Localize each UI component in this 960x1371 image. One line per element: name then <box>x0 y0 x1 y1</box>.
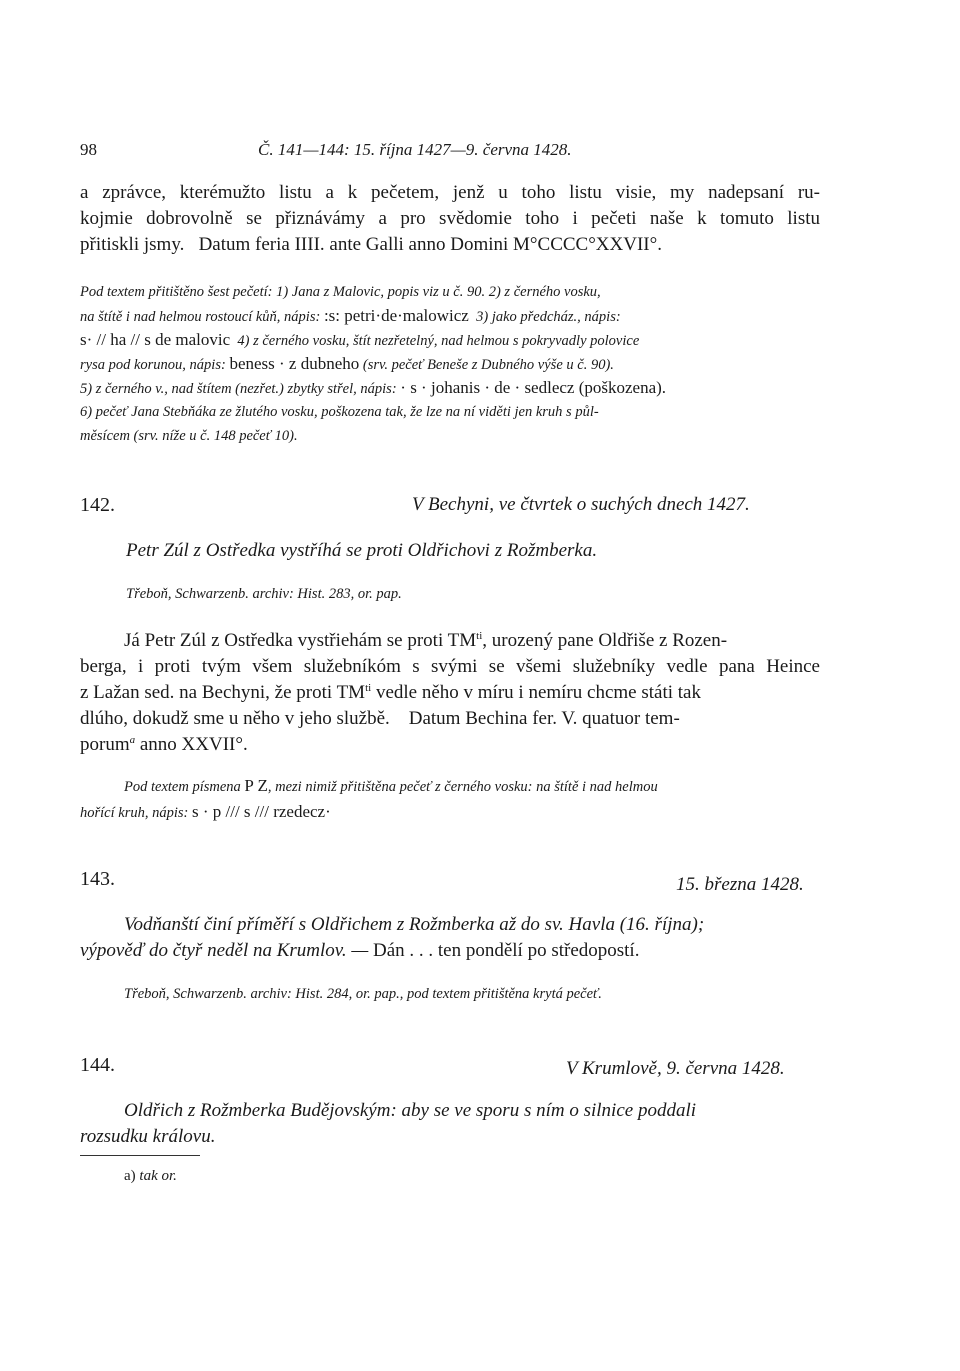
seal-note-line: Pod textem přitištěno šest pečetí: 1) Jana z Malovic, popis viz u č. 90. 2) z černého vosku, <box>80 284 601 300</box>
document-number: 142. <box>80 494 115 516</box>
document-number: 144. <box>80 1054 115 1076</box>
document-text-line: z Lažan sed. na Bechyni, že proti $TM^{ti}$ vedle něho v míru i nemíru chcme státi tak <box>80 682 701 703</box>
seal-note-line: rysa pod korunou, nápis: beness · z dubneho (srv. pečeť Beneše z Dubného výše u č. 90). <box>80 354 614 373</box>
document-summary-line: rozsudku královu. <box>80 1126 216 1147</box>
place-date: V Krumlově, 9. června 1428. <box>566 1058 785 1079</box>
document-text-line: Já Petr Zúl z Ostředka vystřiehám se proti $TM^{ti}$, urozený pane Oldřiše z Rozen- <box>124 630 728 651</box>
document-number: 143. <box>80 868 115 890</box>
seal-note-line: 5) z černého v., nad štítem (nezřet.) zbytky střel, nápis: · s · johanis · de · sedlecz (poškozena). <box>80 378 667 397</box>
place-date: V Bechyni, ve čtvrtek o suchých dnech 1427. <box>412 494 750 515</box>
document-summary-line: výpověď do čtyř neděl na Krumlov. — Dán . . . ten pondělí po středopostí. <box>80 940 640 961</box>
document-text-line: porum$^a$ anno XXVII°. <box>80 734 248 755</box>
seal-note-line: hořící kruh, nápis: s · p /// s /// rzedecz· <box>80 802 331 821</box>
document-summary-line: Oldřich z Rožmberka Budějovským: aby se ve sporu s ním o silnice poddali <box>124 1100 697 1121</box>
document-summary: Petr Zúl z Ostředka vystříhá se proti Oldřichovi z Rožmberka. <box>126 540 598 561</box>
intro-line: kojmie dobrovolně se přiznávámy a pro svědomie toho i pečeti naše k tomuto listu <box>80 208 820 229</box>
place-date: 15. března 1428. <box>676 874 804 895</box>
document-summary-line: Vodňanští činí příměří s Oldřichem z Rožmberka až do sv. Havla (16. října); <box>124 914 705 935</box>
seal-note-line: s· // ha // s de malovic 4) z černého vosku, štít nezřetelný, nad helmou s pokryvadly polovice <box>80 330 640 349</box>
seal-note-line: 6) pečeť Jana Stebňáka ze žlutého vosku, poškozena tak, že lze na ní viděti jen kruh s půl- <box>80 404 599 420</box>
footnote-divider <box>80 1155 200 1156</box>
archive-source: Třeboň, Schwarzenb. archiv: Hist. 283, or. pap. <box>126 586 402 602</box>
seal-note-line: měsícem (srv. níže u č. 148 pečeť 10). <box>80 428 298 444</box>
archive-source: Třeboň, Schwarzenb. archiv: Hist. 284, or. pap., pod textem přitištěna krytá pečeť. <box>124 986 602 1002</box>
page-number: 98 <box>80 140 97 159</box>
seal-note-line: Pod textem písmena P Z, mezi nimiž přitištěna pečeť z černého vosku: na štítě i nad helmou <box>124 776 658 795</box>
footnote: a) tak or. <box>124 1168 177 1184</box>
document-text-line: berga, i proti tvým všem služebníkóm s svými se všemi služebníky vedle pana Heince <box>80 656 820 677</box>
intro-line: přitiskli jsmy. Datum feria IIII. ante Galli anno Domini M°CCCC°XXVII°. <box>80 234 662 255</box>
seal-note-line: na štítě i nad helmou rostoucí kůň, nápis: :s: petri·de·malowicz 3) jako předcház., nápis: <box>80 306 621 325</box>
document-text-line: dlúho, dokudž sme u něho v jeho službě. Datum Bechina fer. V. quatuor tem- <box>80 708 680 729</box>
intro-line: a zprávce, kterémužto listu a k pečetem, jenž u toho listu visie, my nadepsaní ru- <box>80 182 820 203</box>
running-title: Č. 141—144: 15. října 1427—9. června 1428. <box>258 140 572 159</box>
